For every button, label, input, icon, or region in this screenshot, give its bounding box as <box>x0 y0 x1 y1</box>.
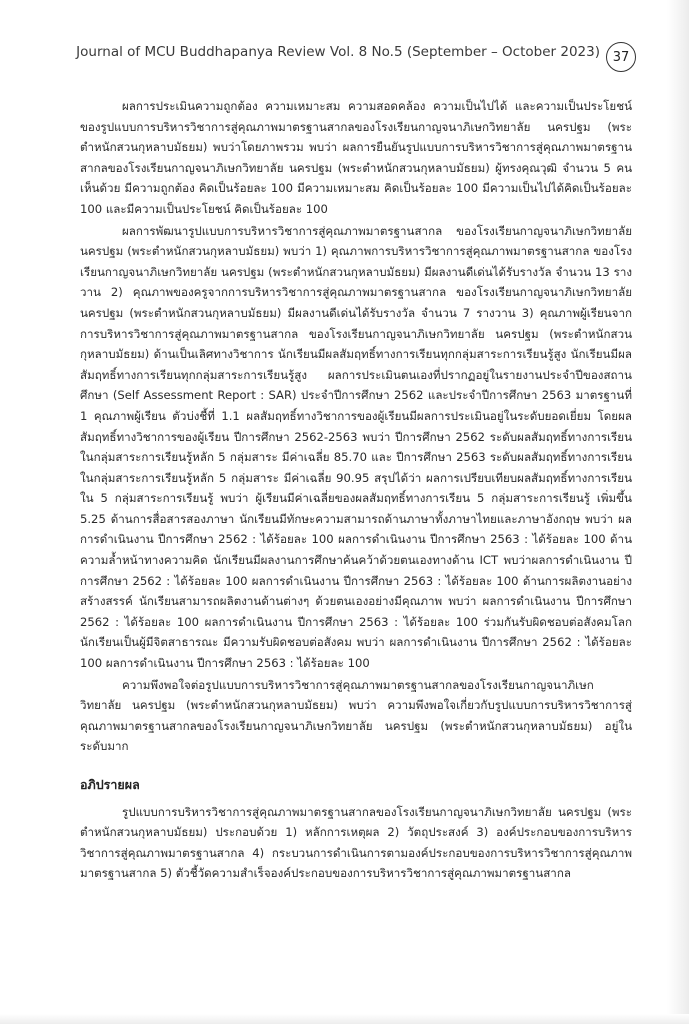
page-bottom-shadow <box>0 1014 689 1024</box>
paragraph-development-results: ผลการพัฒนารูปแบบการบริหารวิชาการสู่คุณภาพมาตรฐานสากล ของโรงเรียนกาญจนาภิเษกวิทยาลัย นครปฐม (พระตำหนักสวนกุหลาบมัธยม) พบว่า 1) คุณภาพการบริหารวิชาการสู่คุณภาพมาตรฐานสากล ของโรงเรียนกาญจนาภิเษกวิทยาลัย นครปฐม (พระตำหนักสวนกุหลาบมัธยม) มีผลงานดีเด่นได้รับรางวัล จำนวน 13 รางวาน 2) คุณภาพของครูจากการบริหารวิชาการสู่คุณภาพมาตรฐานสากล ของโรงเรียนกาญจนาภิเษกวิทยาลัย นครปฐม (พระตำหนักสวนกุหลาบมัธยม) มีผลงานดีเด่นได้รับรางวัล จำนวน 7 รางวาน 3) คุณภาพผู้เรียนจากการบริหารวิชาการสู่คุณภาพมาตรฐานสากล ของโรงเรียนกาญจนาภิเษกวิทยาลัย นครปฐม (พระตำหนักสวนกุหลาบมัธยม) ด้านเป็นเลิศทางวิชาการ นักเรียนมีผลสัมฤทธิ์ทางการเรียนทุกกลุ่มสาระการเรียนรู้สูง นักเรียนมีผลสัมฤทธิ์ทางการเรียนทุกกลุ่มสาระการเรียนรู้สูง ผลการประเมินตนเองที่ปรากฏอยู่ในรายงานประจำปีของสถานศึกษา (Self Assessment Report : SAR) ประจำปีการศึกษา 2562 และประจำปีการศึกษา 2563 มาตรฐานที่ 1 คุณภาพผู้เรียน ตัวบ่งชี้ที่ 1.1 ผลสัมฤทธิ์ทางวิชาการของผู้เรียนมีผลการประเมินอยู่ในระดับยอดเยี่ยม โดยผลสัมฤทธิ์ทางวิชาการของผู้เรียน ปีการศึกษา 2562-2563 พบว่า ปีการศึกษา 2562 ระดับผลสัมฤทธิ์ทางการเรียนในกลุ่มสาระการเรียนรู้หลัก 5 กลุ่มสาระ มีค่าเฉลี่ย 85.70 และ ปีการศึกษา 2563 ระดับผลสัมฤทธิ์ทางการเรียนในกลุ่มสาระการเรียนรู้หลัก 5 กลุ่มสาระ มีค่าเฉลี่ย 90.95 สรุปได้ว่า ผลการเปรียบเทียบผลสัมฤทธิ์ทางการเรียนใน 5 กลุ่มสาระการเรียนรู้ พบว่า ผู้เรียนมีค่าเฉลี่ยของผลสัมฤทธิ์ทางการเรียน 5 กลุ่มสาระการเรียนรู้ เพิ่มขึ้น 5.25 ด้านการสื่อสารสองภาษา นักเรียนมีทักษะความสามารถด้านภาษาทั้งภาษาไทยและภาษาอังกฤษ พบว่า ผลการดำเนินงาน ปีการศึกษา 2562 : ได้ร้อยละ 100 ผลการดำเนินงาน ปีการศึกษา 2563 : ได้ร้อยละ 100 ด้านความล้ำหน้าทางความคิด นักเรียนมีผลงานการศึกษาค้นคว้าด้วยตนเองทางด้าน ICT พบว่าผลการดำเนินงาน ปีการศึกษา 2562 : ได้ร้อยละ 100 ผลการดำเนินงาน ปีการศึกษา 2563 : ได้ร้อยละ 100 ด้านการผลิตงานอย่างสร้างสรรค์ นักเรียนสามารถผลิตงานด้านต่างๆ ด้วยตนเองอย่างมีคุณภาพ พบว่า ผลการดำเนินงาน ปีการศึกษา 2562 : ได้ร้อยละ 100 ผลการดำเนินงาน ปีการศึกษา 2563 : ได้ร้อยละ 100 ร่วมกันรับผิดชอบต่อสังคมโลก นักเรียนเป็นผู้มีจิตสาธารณะ มีความรับผิดชอบต่อสังคม พบว่า ผลการดำเนินงาน ปีการศึกษา 2562 : ได้ร้อยละ 100 ผลการดำเนินงาน ปีการศึกษา 2563 : ได้ร้อยละ 100 <box>80 223 632 671</box>
page-edge-shadow <box>667 0 689 1024</box>
paragraph-satisfaction: ความพึงพอใจต่อรูปแบบการบริหารวิชาการสู่คุณภาพมาตรฐานสากลของโรงเรียนกาญจนาภิเษกวิทยาลัย นครปฐม (พระตำหนักสวนกุหลาบมัธยม) พบว่า ความพึงพอใจเกี่ยวกับรูปแบบการบริหารวิชาการสู่คุณภาพมาตรฐานสากลของโรงเรียนกาญจนาภิเษกวิทยาลัย นครปฐม (พระตำหนักสวนกุหลาบมัธยม) อยู่ในระดับมาก <box>80 677 632 754</box>
section-heading-discussion: อภิปรายผล <box>80 777 140 792</box>
running-header: Journal of MCU Buddhapanya Review Vol. 8 No.5 (September – October 2023) <box>76 44 600 60</box>
paragraph-discussion: รูปแบบการบริหารวิชาการสู่คุณภาพมาตรฐานสากลของโรงเรียนกาญจนาภิเษกวิทยาลัย นครปฐม (พระตำหนักสวนกุหลาบมัธยม) ประกอบด้วย 1) หลักการเหตุผล 2) วัตถุประสงค์ 3) องค์ประกอบของการบริหารวิชาการสู่คุณภาพมาตรฐานสากล 4) กระบวนการดำเนินการตามองค์ประกอบของการบริหารวิชาการสู่คุณภาพมาตรฐานสากล 5) ตัวชี้วัดความสำเร็จองค์ประกอบของการบริหารวิชาการสู่คุณภาพมาตรฐานสากล <box>80 804 632 881</box>
paragraph-evaluation-results: ผลการประเมินความถูกต้อง ความเหมาะสม ความสอดคล้อง ความเป็นไปได้ และความเป็นประโยชน์ของรูปแบบการบริหารวิชาการสู่คุณภาพมาตรฐานสากลของโรงเรียนกาญจนาภิเษกวิทยาลัย นครปฐม (พระตำหนักสวนกุหลาบมัธยม) พบว่าโดยภาพรวม พบว่า ผลการยืนยันรูปแบบการบริหารวิชาการสู่คุณภาพมาตรฐานสากลของโรงเรียนกาญจนาภิเษกวิทยาลัย นครปฐม (พระตำหนักสวนกุหลาบมัธยม) ผู้ทรงคุณวุฒิ จำนวน 5 คน เห็นด้วย มีความถูกต้อง คิดเป็นร้อยละ 100 มีความเหมาะสม คิดเป็นร้อยละ 100 มีความเป็นไปได้คิดเป็นร้อยละ 100 และมีความเป็นประโยชน์ คิดเป็นร้อยละ 100 <box>80 99 632 216</box>
page-number-badge: 37 <box>606 42 636 72</box>
body-text <box>80 96 632 885</box>
